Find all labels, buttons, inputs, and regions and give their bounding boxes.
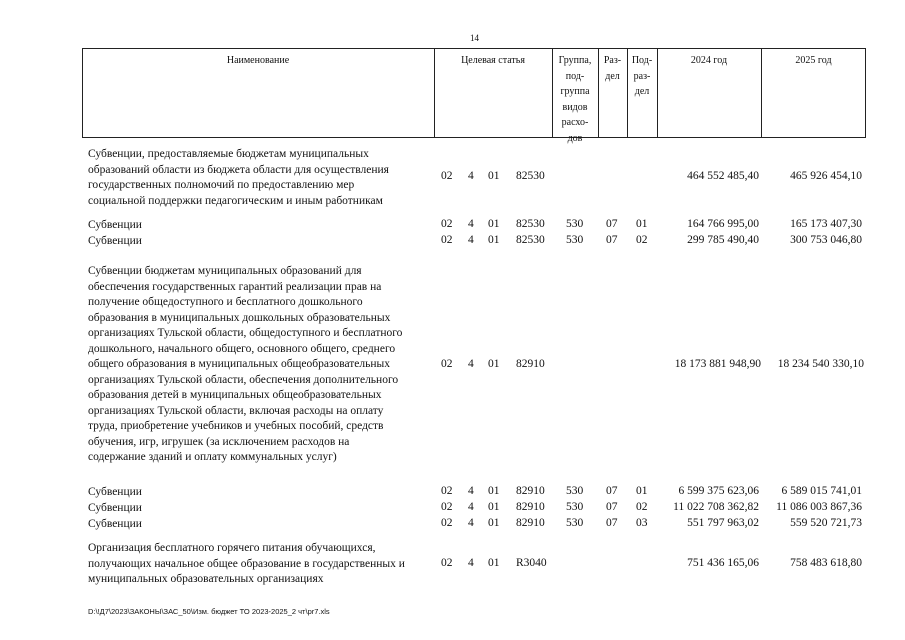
row-name: Субвенции [88,219,142,231]
amount-2024: 11 022 708 362,82 [673,501,759,513]
header-subsection: Под- раз- дел [631,55,653,97]
file-path-footer: D:\!Д7\2023\ЗАКОНЫ\ЗАС_50\Изм. бюджет ТО 2023-2025_2 чт\pr7.xls [88,607,330,616]
target-part-2: 4 [468,501,474,513]
target-part-3: 01 [488,485,500,497]
header-2024: 2024 год [690,55,728,66]
section-code: 07 [606,501,618,513]
header-section: Раз- дел [603,55,622,82]
amount-2025: 559 520 721,73 [790,517,862,529]
header-name: Наименование [226,55,290,66]
section-code: 07 [606,234,618,246]
group-code: 530 [566,234,584,246]
amount-2024: 551 797 963,02 [687,517,759,529]
target-part-3: 01 [488,218,500,230]
target-part-2: 4 [468,557,474,569]
section-code: 07 [606,218,618,230]
amount-2024: 164 766 995,00 [687,218,759,230]
subsection-code: 03 [636,517,648,529]
amount-2025: 758 483 618,80 [790,557,862,569]
header-2025: 2025 год [795,55,832,66]
page-number: 14 [470,33,479,43]
target-part-3: 01 [488,557,500,569]
row-name: Субвенции [88,235,142,247]
group-code: 530 [566,517,584,529]
target-part-4: R3040 [516,557,547,569]
amount-2024: 18 173 881 948,90 [674,358,761,370]
row-name: Субвенции бюджетам муниципальных образований для обеспечения государственных гарантий реализации прав на получение общедоступного и бесплатного дошкольного образования в муниципальных дошкольных образовательных организациях Тульской области, общедоступного и бесплатного дошкольного, начального общего, основного общего, среднего общего образования в муниципальных общеобразовательных организациях Тульской области, обеспечения дополнительного образования детей в муниципальных общеобразовательных организациях Тульской области, включая расходы на оплату труда, приобретение учебников и учебных пособий, средств обучения, игр, игрушек (за исключением расходов на содержание зданий и оплату коммунальных услуг) [88,265,403,463]
target-part-3: 01 [488,501,500,513]
section-code: 07 [606,517,618,529]
target-part-4: 82910 [516,485,545,497]
target-part-4: 82530 [516,170,545,182]
target-part-2: 4 [468,517,474,529]
target-part-1: 02 [441,170,453,182]
group-code: 530 [566,218,584,230]
section-code: 07 [606,485,618,497]
amount-2025: 18 234 540 330,10 [777,358,864,370]
target-part-3: 01 [488,170,500,182]
row-name: Субвенции [88,518,142,530]
target-part-2: 4 [468,485,474,497]
row-name: Субвенции [88,502,142,514]
target-part-2: 4 [468,170,474,182]
target-part-1: 02 [441,485,453,497]
target-part-3: 01 [488,234,500,246]
target-part-4: 82910 [516,501,545,513]
target-part-2: 4 [468,234,474,246]
amount-2025: 165 173 407,30 [790,218,862,230]
header-target-article: Целевая статья [461,55,525,66]
subsection-code: 01 [636,218,648,230]
target-part-1: 02 [441,501,453,513]
target-part-4: 82530 [516,218,545,230]
amount-2024: 751 436 165,06 [687,557,759,569]
target-part-1: 02 [441,358,453,370]
amount-2024: 464 552 485,40 [687,170,759,182]
subsection-code: 02 [636,234,648,246]
target-part-3: 01 [488,358,500,370]
group-code: 530 [566,501,584,513]
row-name: Организация бесплатного горячего питания обучающихся, получающих начальное общее образование в государственных и муниципальных образовательных организациях [88,542,405,585]
amount-2025: 465 926 454,10 [790,170,862,182]
amount-2025: 300 753 046,80 [790,234,862,246]
target-part-4: 82530 [516,234,545,246]
header-group: Группа, под- группа видов расхо- дов [558,55,592,144]
group-code: 530 [566,485,584,497]
target-part-4: 82910 [516,358,545,370]
target-part-2: 4 [468,218,474,230]
amount-2025: 11 086 003 867,36 [776,501,862,513]
target-part-4: 82910 [516,517,545,529]
target-part-1: 02 [441,557,453,569]
target-part-1: 02 [441,517,453,529]
subsection-code: 01 [636,485,648,497]
amount-2024: 6 599 375 623,06 [678,485,759,497]
row-name: Субвенции [88,486,142,498]
target-part-2: 4 [468,358,474,370]
amount-2025: 6 589 015 741,01 [781,485,862,497]
row-name: Субвенции, предоставляемые бюджетам муниципальных образований области из бюджета области для осуществления государственных полномочий по предоставлению мер социальной поддержки педагогическим и иным работникам [88,148,389,207]
target-part-1: 02 [441,218,453,230]
target-part-3: 01 [488,517,500,529]
target-part-1: 02 [441,234,453,246]
subsection-code: 02 [636,501,648,513]
amount-2024: 299 785 490,40 [687,234,759,246]
